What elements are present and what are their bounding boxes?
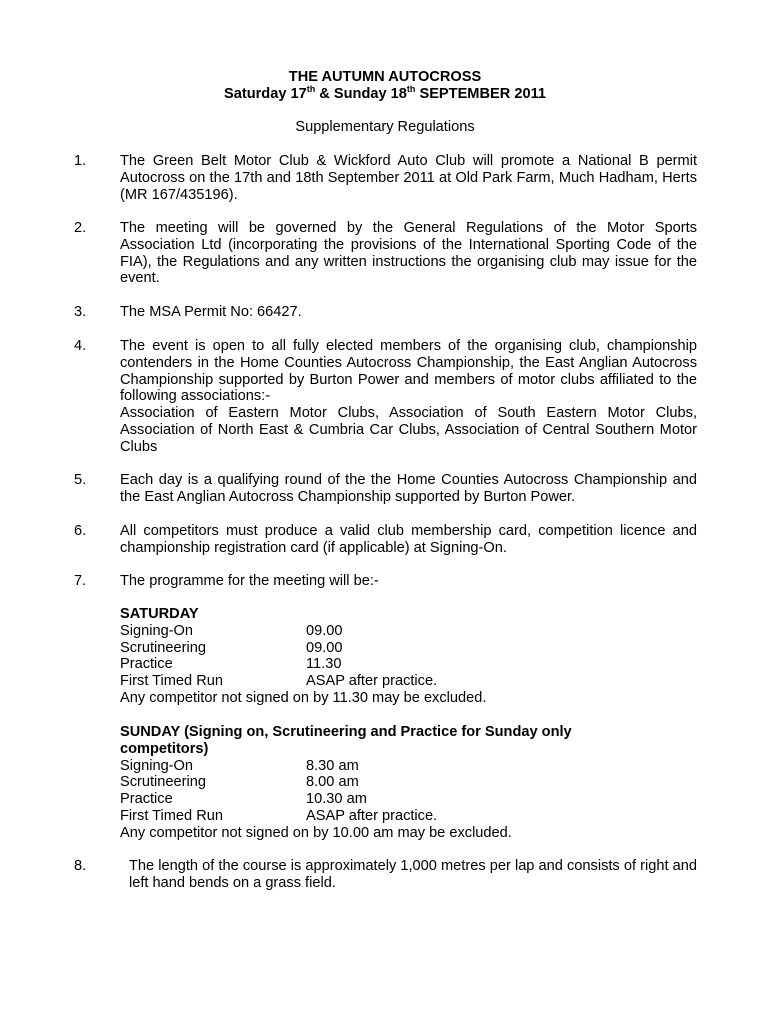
saturday-note: Any competitor not signed on by 11.30 may be excluded. [120, 689, 487, 706]
schedule-label: First Timed Run [120, 673, 223, 690]
sunday-heading-continued: competitors) [120, 740, 209, 757]
document-subtitle: Supplementary Regulations [295, 119, 475, 135]
item-text: Each day is a qualifying round of the the Home Counties Autocross Championship and the East Anglian Autocross Championship supported by Burton Power. [120, 472, 697, 505]
item-number: 5. [74, 472, 87, 488]
item-text: The Green Belt Motor Club & Wickford Auto Club will promote a National B permit Autocross on the 17th and 18th September 2011 at Old Park Farm, Much Hadham, Herts (MR 167/435196). [120, 153, 697, 203]
date-sup-2: th [406, 84, 416, 94]
associations-list: Association of Eastern Motor Clubs, Association of South Eastern Motor Clubs, Association of North East & Cumbria Car Clubs, Association of Central Southern Motor Clubs [120, 405, 697, 455]
schedule-label: Scrutineering [120, 639, 206, 656]
date-part-1: Saturday 17 [224, 86, 307, 102]
item-text: The programme for the meeting will be:- [120, 573, 379, 589]
schedule-time: ASAP after practice. [306, 673, 438, 690]
sunday-schedule [120, 724, 700, 842]
schedule-time: ASAP after practice. [306, 807, 438, 824]
item-number: 7. [74, 573, 87, 589]
date-sup-1: th [306, 84, 316, 94]
schedule-label: Practice [120, 791, 173, 808]
item-number: 3. [74, 304, 87, 320]
sunday-heading: SUNDAY (Signing on, Scrutineering and Practice for Sunday only [120, 724, 572, 740]
schedule-time: 09.00 [306, 622, 343, 639]
event-date [0, 86, 770, 103]
item-text: The event is open to all fully elected members of the organising club, championship contenders in the Home Counties Autocross Championship, the East Anglian Autocross Championship supported by Burton Power and members of motor clubs affiliated to the following associations:- [120, 338, 697, 405]
item-text: All competitors must produce a valid club membership card, competition licence and championship registration card (if applicable) at Signing-On. [120, 523, 697, 556]
schedule-row [120, 808, 700, 825]
schedule-time: 8.00 am [306, 774, 359, 791]
item-number: 6. [74, 523, 87, 539]
schedule-row [120, 791, 700, 808]
document-title: THE AUTUMN AUTOCROSS [288, 69, 482, 85]
schedule-label: First Timed Run [120, 807, 223, 824]
sunday-note: Any competitor not signed on by 10.00 am may be excluded. [120, 824, 512, 841]
schedule-row [120, 640, 700, 657]
schedule-time: 11.30 [306, 656, 342, 673]
schedule-time: 8.30 am [306, 757, 359, 774]
schedule-row [120, 623, 700, 640]
item-number: 8. [74, 858, 87, 874]
schedule-row [120, 673, 700, 690]
item-number: 4. [74, 338, 87, 354]
schedule-row [120, 656, 700, 673]
item-number: 2. [74, 220, 87, 236]
schedule-label: Scrutineering [120, 774, 206, 791]
saturday-heading: SATURDAY [120, 606, 199, 622]
item-text: The MSA Permit No: 66427. [120, 304, 302, 320]
schedule-label: Signing-On [120, 622, 194, 639]
date-part-2: & Sunday 18 [315, 86, 407, 102]
schedule-time: 09.00 [306, 639, 343, 656]
schedule-row [120, 758, 700, 775]
schedule-label: Practice [120, 656, 173, 673]
item-text: The length of the course is approximately 1,000 metres per lap and consists of right and left hand bends on a grass field. [129, 858, 697, 891]
schedule-time: 10.30 am [306, 791, 367, 808]
item-number: 1. [74, 153, 87, 169]
item-text: The meeting will be governed by the General Regulations of the Motor Sports Association Ltd (incorporating the provisions of the International Sporting Code of the FIA), the Regulations and any written instructions the organising club may issue for the event. [120, 220, 697, 287]
date-part-3: SEPTEMBER 2011 [415, 86, 546, 102]
schedule-label: Signing-On [120, 757, 194, 774]
schedule-row [120, 774, 700, 791]
saturday-schedule [120, 606, 700, 707]
